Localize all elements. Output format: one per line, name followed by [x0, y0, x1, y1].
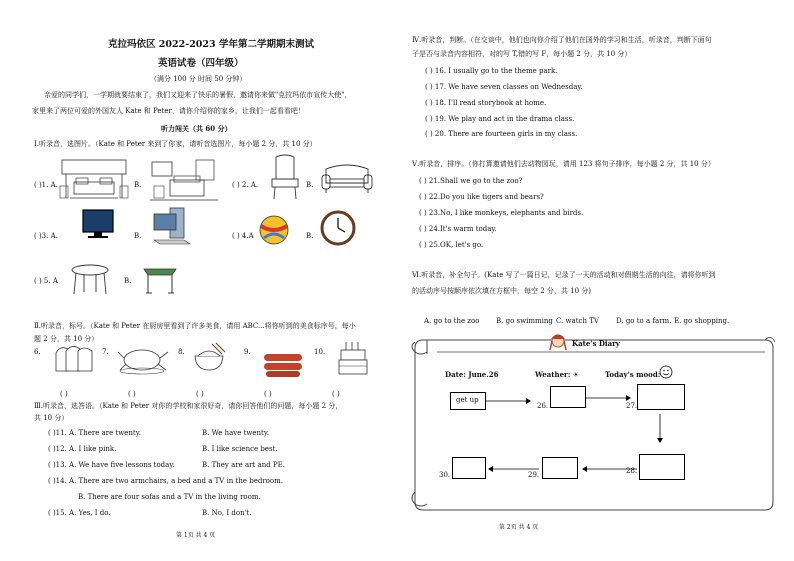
q12-option-b: B. I like science best.	[202, 445, 278, 453]
q20-statement: ( ) 20. There are fourteen girls in my class.	[425, 130, 578, 138]
item-8-number: 8.	[178, 348, 185, 356]
table-icon	[70, 262, 110, 298]
diary-title: Kate's Diary	[572, 339, 620, 348]
page-footer-right: 第 2页 共 4 页	[499, 524, 539, 531]
exam-page-2	[397, 0, 794, 561]
part5-instruction: Ⅴ.听录音，排序。（你打算邀请他们去动物园玩，请用 123 将句子排序，每小题 2 分，共 10 分）	[412, 160, 715, 168]
answer-box-28[interactable]	[639, 454, 685, 480]
q2-label: ( ) 2. A.	[232, 181, 259, 189]
sofa-icon	[320, 163, 374, 195]
diary-scroll-frame	[409, 332, 777, 514]
q4-b-label: B.	[306, 232, 314, 240]
q1-label: ( )1. A.	[34, 181, 58, 189]
q5-label: ( ) 5. A	[34, 277, 58, 285]
arrow-right-icon	[486, 396, 532, 406]
armchair-icon	[268, 153, 302, 203]
q11-option-a: ( )11. A. There are twenty.	[48, 429, 141, 437]
q16-statement: ( ) 16. I usually go to the theme park.	[425, 67, 558, 75]
exam-title: 克拉玛依区 2022-2023 学年第二学期期末测试	[108, 39, 314, 50]
intro-line-2: 家里来了两位可爱的外国友人 Kate 和 Peter，请你介绍你的家乡，让我们一起看看吧！	[32, 107, 305, 115]
diary-mood-label: Today's mood:	[605, 370, 661, 379]
q5-b-label: B.	[124, 277, 132, 285]
part4-instruction-2: 子是否与录音内容相符，对的写 T,错的写 F，每小题 2 分，共 10 分）	[412, 50, 632, 58]
arrow-left-icon	[581, 464, 637, 474]
label-30: 30.	[439, 471, 451, 479]
part3-instruction-2: 共 10 分）	[34, 414, 69, 422]
kate-avatar-icon	[549, 330, 567, 352]
option-e: E. go shopping.	[674, 317, 730, 325]
computer-icon	[150, 206, 194, 246]
ball-icon	[258, 214, 290, 246]
label-29: 29.	[528, 471, 540, 479]
part2-instruction-1: Ⅱ.听录音，标号。（Kate 和 Peter 在厨房里看到了许多美食，请用 ABC...将你听到的美食标序号，每小	[34, 322, 356, 330]
answer-box-27[interactable]	[637, 384, 685, 410]
item-9-bracket[interactable]: ( )	[264, 390, 272, 398]
part6-instruction-2: 的活动序号按顺序依次填在方框中，每空 2 分，共 10 分)	[412, 287, 591, 295]
section-title: 听力闯关（共 60 分）	[161, 124, 232, 133]
exam-meta: （满分 100 分 时间 50 分钟）	[150, 75, 247, 83]
q1-b-label: B.	[134, 181, 142, 189]
option-b: B. go swimming	[496, 317, 553, 325]
q24-sentence: ( ) 24.It's warm today.	[419, 225, 497, 233]
q3-label: ( )3. A.	[34, 232, 58, 240]
clock-icon	[320, 210, 356, 246]
q21-sentence: ( ) 21.Shall we go to the zoo?	[419, 177, 523, 185]
q3-b-label: B.	[134, 232, 142, 240]
bedroom-picture-icon	[58, 158, 130, 206]
q18-statement: ( ) 18. I'll read storybook at home.	[425, 99, 547, 107]
desk-icon	[140, 265, 180, 297]
item-10-number: 10.	[314, 348, 326, 356]
bread-icon	[52, 343, 96, 375]
living-room-picture-icon	[148, 158, 220, 206]
arrow-down-icon	[655, 414, 665, 444]
q14-option-a: ( )14. A. There are two armchairs, a bed and a TV in the bedroom.	[48, 477, 283, 485]
smiley-icon	[659, 365, 673, 379]
label-28: 28.	[626, 467, 638, 475]
tv-icon	[82, 208, 114, 240]
item-6-bracket[interactable]: ( )	[60, 390, 68, 398]
item-9-number: 9.	[244, 348, 251, 356]
option-c: C. watch TV	[556, 317, 599, 325]
q15-option-b: B. No, I don't.	[202, 509, 252, 517]
diary-box-get-up-text: get up	[456, 396, 479, 404]
item-8-bracket[interactable]: ( )	[196, 390, 204, 398]
answer-box-30[interactable]	[452, 457, 486, 479]
q4-label: ( ) 4.A	[232, 232, 254, 240]
cake-icon	[336, 340, 370, 378]
arrow-left-icon	[487, 464, 539, 474]
item-10-bracket[interactable]: ( )	[332, 390, 340, 398]
item-6-number: 6.	[34, 348, 41, 356]
part1-instruction: Ⅰ.听录音，选图片。（Kate 和 Peter 来到了你家，请听音选图片，每小题 2 分，共 10 分）	[34, 140, 317, 148]
answer-box-29[interactable]	[542, 457, 578, 479]
q2-b-label: B.	[306, 181, 314, 189]
q19-statement: ( ) 19. We play and act in the drama class.	[425, 115, 575, 123]
part2-instruction-2: 题 2 分，共 10 分）	[34, 335, 99, 343]
option-a: A. go to the zoo	[424, 317, 480, 325]
q15-option-a: ( )15. A. Yes, I do.	[48, 509, 111, 517]
item-7-bracket[interactable]: ( )	[128, 390, 136, 398]
label-27: 27.	[626, 402, 638, 410]
diary-weather: Weather: ☀	[535, 370, 580, 379]
q17-statement: ( ) 17. We have seven classes on Wednesday.	[425, 83, 583, 91]
label-26: 26.	[537, 402, 549, 410]
q23-sentence: ( ) 23.No, I like monkeys, elephants and birds.	[419, 209, 584, 217]
rice-bowl-icon	[192, 342, 226, 374]
option-d: D. go to a farm.	[616, 317, 672, 325]
q11-option-b: B. We have twenty.	[202, 429, 270, 437]
intro-line-1: 亲爱的同学们，一学期就要结束了，我们又迎来了快乐的暑假，邀请你来做"克拉玛依市宣传大使"，	[44, 91, 352, 99]
diary-date: Date: June.26	[445, 370, 499, 379]
q12-option-a: ( )12. A. I like pink.	[48, 445, 117, 453]
answer-box-26[interactable]	[550, 386, 586, 408]
q13-option-a: ( )13. A. We have five lessons today.	[48, 461, 175, 469]
part4-instruction-1: Ⅳ.听录音，判断。（在交谈中，他们也向你介绍了他们在国外的学习和生活，听录音，判断下面句	[412, 36, 712, 44]
part6-instruction-1: Ⅵ.听录音，补全句子。(Kate 写了一篇日记，记录了一天的活动和对假期生活的向往，请将你听到	[412, 271, 716, 279]
q22-sentence: ( ) 22.Do you like tigers and bears?	[419, 193, 544, 201]
q25-sentence: ( ) 25.OK, let's go.	[419, 241, 484, 249]
q13-option-b: B. They are art and PE.	[202, 461, 285, 469]
q14-option-b: B. There are four sofas and a TV in the living room.	[78, 493, 261, 501]
page-footer-left: 第 1页 共 4 页	[176, 532, 216, 539]
item-7-number: 7.	[102, 348, 109, 356]
part3-instruction-1: Ⅲ.听录音，选答语。（Kate 和 Peter 对你的学校和家很好奇，请你回答他们的问题，每小题 2 分，	[34, 402, 343, 410]
sausage-icon	[262, 350, 304, 378]
diary-box-get-up	[450, 392, 486, 410]
chicken-icon	[116, 342, 170, 376]
exam-subtitle: 英语试卷（四年级）	[158, 58, 244, 69]
